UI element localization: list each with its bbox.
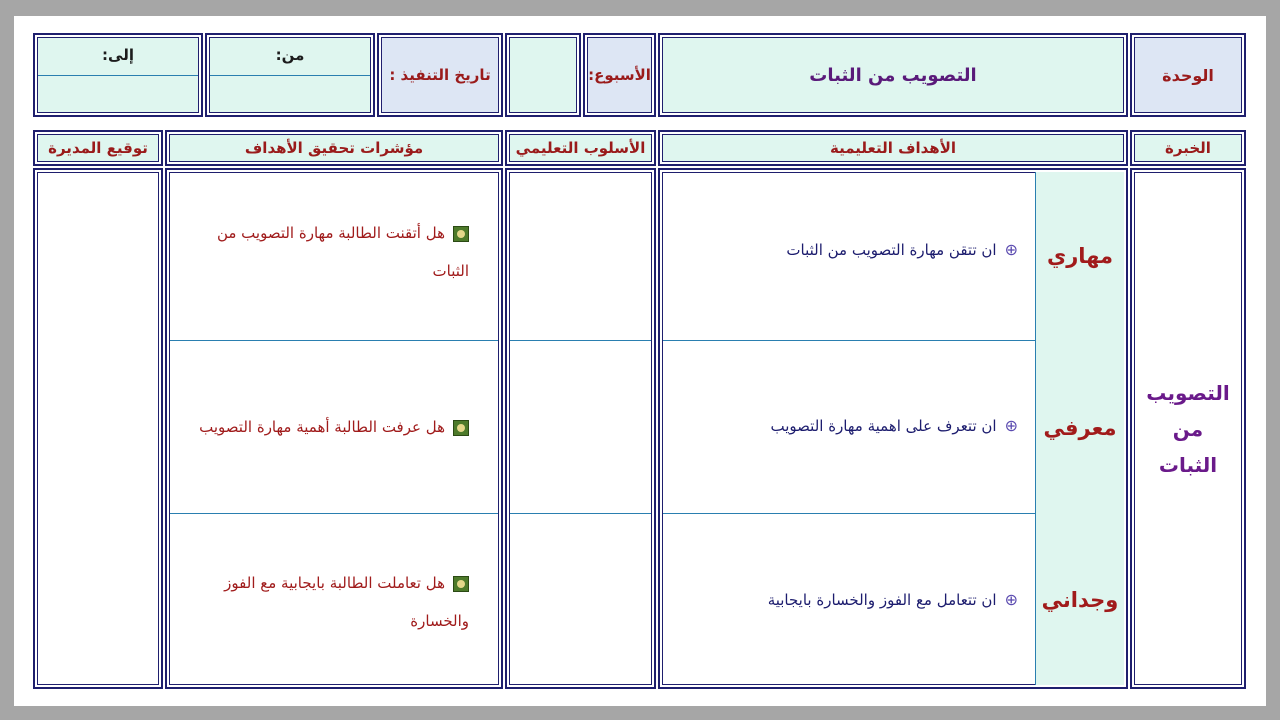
to-cell[interactable] (33, 33, 203, 117)
indicator-row-2: هل عرفت الطالبة أهمية مهارة التصويب (181, 408, 469, 446)
crosshair-icon: ⊕ (1004, 240, 1018, 259)
unit-label: الوحدة (1162, 65, 1214, 85)
crosshair-icon: ⊕ (1004, 590, 1018, 609)
objective-row-1: ⊕ ان تتقن مهارة التصويب من الثبات (786, 240, 1018, 259)
method-body[interactable] (505, 168, 656, 689)
domain-cognitive: معرفي (1043, 415, 1117, 440)
to-label: إلى: (102, 46, 134, 64)
objectives-header: الأهداف التعليمية (658, 130, 1128, 166)
objectives-body (658, 168, 1128, 689)
lesson-plan-page (14, 16, 1266, 706)
indicator-row-1: هل أتقنت الطالبة مهارة التصويب من الثبات (216, 224, 469, 280)
objective-row-3: ⊕ ان تتعامل مع الفوز والخسارة بايجابية (767, 590, 1018, 609)
experience-header: الخبرة (1130, 130, 1246, 166)
indicators-body (165, 168, 503, 689)
objective-row-2: ⊕ ان تتعرف على اهمية مهارة التصويب (770, 416, 1018, 435)
signature-body[interactable] (33, 168, 163, 689)
domain-column (1035, 172, 1124, 685)
from-cell[interactable] (205, 33, 375, 117)
unit-title-cell (658, 33, 1128, 117)
from-label: من: (275, 46, 305, 64)
signature-header: توقيع المديرة (33, 130, 163, 166)
week-value-cell[interactable] (505, 33, 581, 117)
exec-date-label: تاريخ التنفيذ : (389, 66, 491, 84)
crosshair-icon: ⊕ (1004, 416, 1018, 435)
unit-title: التصويب من الثبات (809, 64, 977, 86)
experience-title: التصويب من الثبات (1146, 380, 1230, 477)
exec-date-label-cell (377, 33, 503, 117)
method-header: الأسلوب التعليمي (505, 130, 656, 166)
week-label: الأسبوع: (588, 66, 651, 84)
square-bullet-icon (453, 576, 469, 592)
experience-cell (1130, 168, 1246, 689)
square-bullet-icon (453, 420, 469, 436)
indicator-row-3: هل تعاملت الطالبة بايجابية مع الفوز والخسارة (224, 574, 469, 630)
domain-affective: وجداني (1041, 588, 1119, 612)
square-bullet-icon (453, 226, 469, 242)
domain-skill: مهاري (1046, 244, 1114, 268)
week-label-cell (583, 33, 656, 117)
indicators-header: مؤشرات تحقيق الأهداف (165, 130, 503, 166)
unit-label-cell (1130, 33, 1246, 117)
to-divider (38, 75, 198, 76)
from-divider (210, 75, 370, 76)
